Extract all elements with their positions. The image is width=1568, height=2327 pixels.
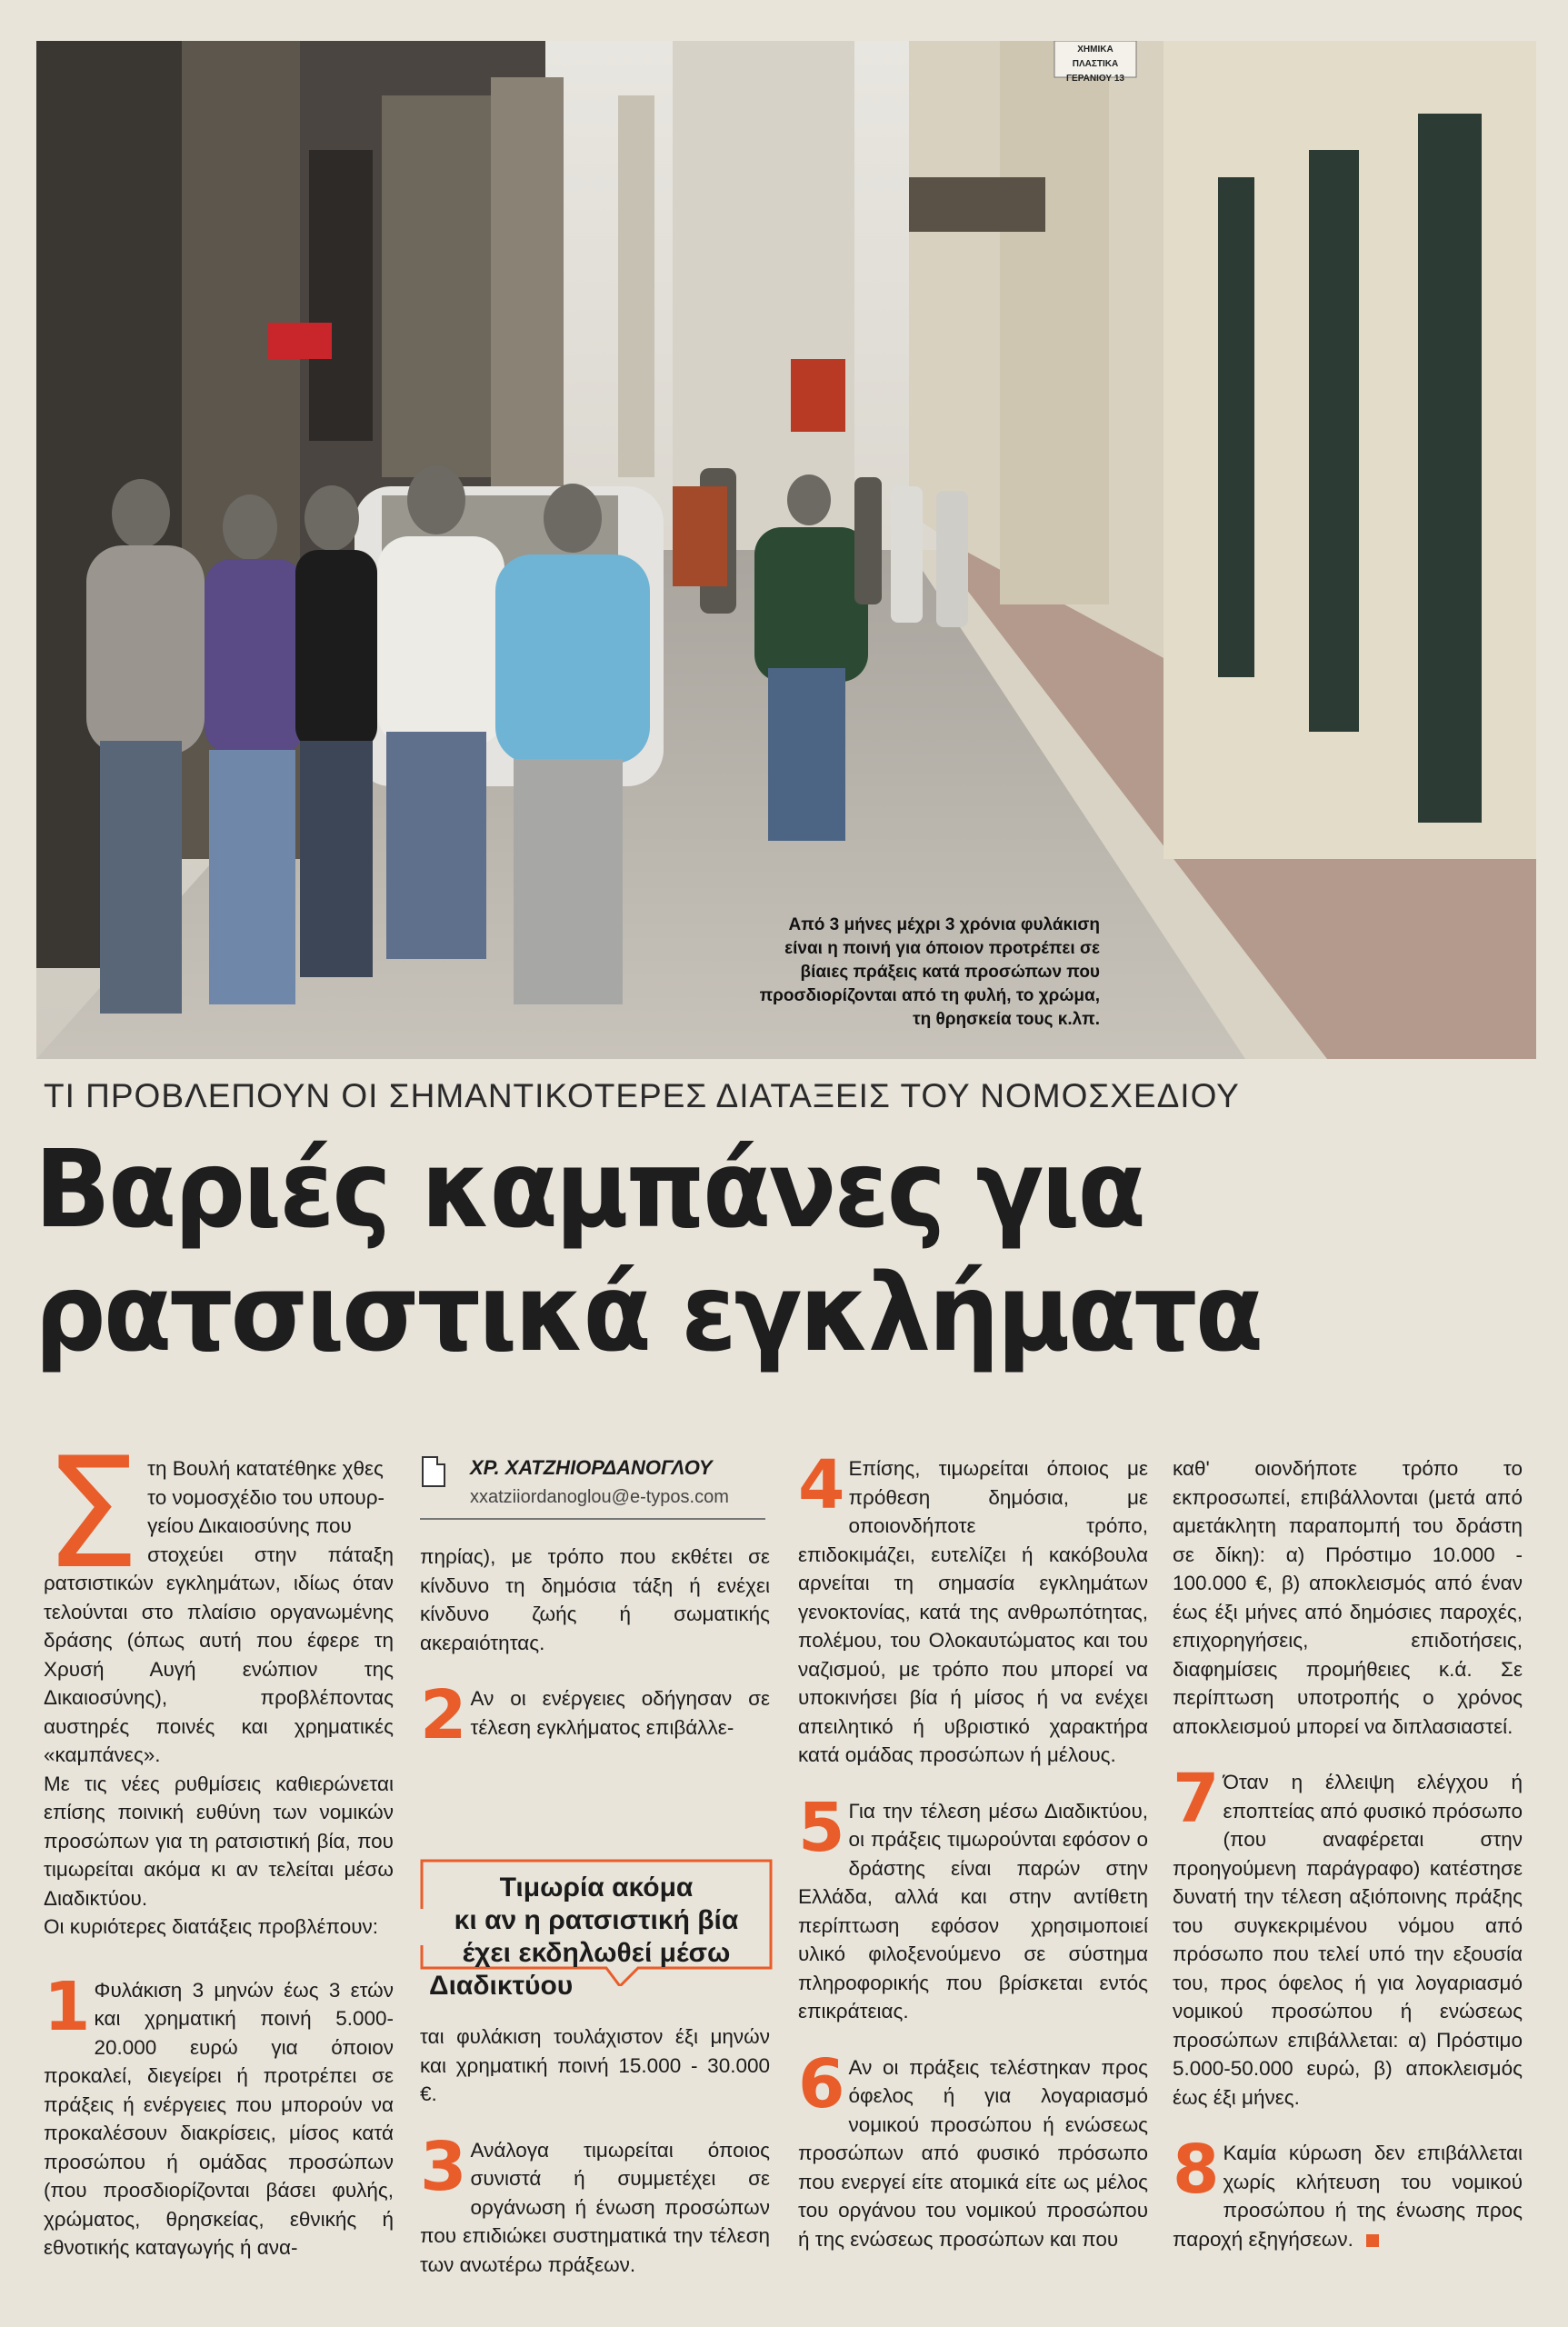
column-2 [420, 1543, 770, 1754]
author-name: ΧΡ. ΧΑΤΖΗΙΟΡΔΑΝΟΓΛΟΥ [470, 1456, 713, 1479]
column-3 [798, 1446, 1148, 2253]
item-2-continued: ται φυλάκιση τουλάχιστον έξι μηνών και χρηματική ποινή 15.000 - 30.000 €. [420, 2025, 770, 2105]
item-6-continued: καθ' οιονδήποτε τρόπο το εκπροσωπεί, επιβάλλονται (μετά από αμετάκλητη παραπομπή του δράστη σε δίκη): α) Πρόστιμο 10.000 - 100.000 €, β) αποκλεισμός από έναν έως έξι μήνες από δημόσιες παροχές, επιχορηγήσεις, επιδοτήσεις, διαφημίσεις προμήθειες κ.ά. Σε περίπτωση υποτροπής ο χρόνος αποκλεισμού μπορεί να διπλασιαστεί. [1173, 1457, 1523, 1738]
pull-quote [420, 1859, 773, 2001]
item-number: 4 [798, 1446, 845, 1524]
item-7 [1173, 1760, 1523, 2112]
column-1 [44, 1424, 394, 2262]
headline-line: Βαριές καμπάνες για [35, 1126, 1144, 1252]
item-1-continued: πηρίας), με τρόπο που εκθέτει σε κίνδυνο τη δημόσια τάξη ή ενέχει κίνδυνο ζωής ή σωματικής ακεραιότητας. [420, 1545, 770, 1654]
item-text: Όταν η έλλειψη ελέγχου ή εποπτείας από φυσικό πρόσωπο (που αναφέρεται στην προηγούμενη παράγραφο) κατέστησε δυνατή την τέλεση αξιόποινης πράξης του συγκεκριμένου νόμου από πρόσωπο που τελεί υπό την εξουσία του, προς όφελος ή για λογαριασμό νομικού προσώπου ή ενώσεως προσώπων επιβάλλεται: α) Πρόστιμο 5.000-50.000 ευρώ, β) αποκλεισμός έως έξι μήνες. [1173, 1771, 1523, 2109]
item-4 [798, 1446, 1148, 1770]
item-text: Για την τέλεση μέσω Διαδικτύου, οι πράξεις τιμωρούνται εφόσον ο δράστης είναι παρών στην Ελλάδα, αλλά και στην αντίθετη περίπτωση εφόσον χρησιμοποιεί υλικό φιλοξενούμενο σε σύστημα πληροφορικής που βρίσκεται εντός επικράτειας. [798, 1799, 1148, 2022]
column-4 [1173, 1454, 1523, 2253]
end-mark-icon [1366, 2234, 1379, 2247]
intro-paragraph [44, 1424, 394, 1770]
caption-line: τη θρησκεία τους κ.λπ. [913, 1010, 1100, 1029]
photo-caption [718, 914, 1100, 1032]
drop-cap: Σ [44, 1424, 141, 1603]
caption-line: είναι η ποινή για όποιον προτρέπει σε [784, 939, 1100, 958]
intro-body-2: Με τις νέες ρυθμίσεις καθιερώνεται επίσης ποινική ευθύνη των νομικών προσώπων για τη ρατσιστική βία, που τιμωρείται ακόμα κι αν τελείται μέσω Διαδικτύου. [44, 1772, 394, 1910]
document-icon [422, 1456, 445, 1487]
item-text: Επίσης, τιμωρείται όποιος με πρόθεση δημόσια, με οποιονδήποτε τρόπο, επιδοκιμάζει, ευτελίζει ή κακόβουλα αρνείται τη σημασία εγκλημάτων γενοκτονίας, κατά της ανθρωπότητας, πολέμου, του Ολοκαυτώματος και του ναζισμού, με τρόπο που μπορεί να υποκινήσει βία ή μίσος ή να ενέχει απειλητικό ή υβριστικό χαρακτήρα κατά ομάδας προσώπων ή μέλους. [798, 1457, 1148, 1766]
intro-body: στοχεύει στην πάταξη ρατσιστικών εγκλημάτων, ιδίως όταν τελούνται στο πλαίσιο οργανωμένης δράσης (όπως αυτή που έφερε τη Χρυσή Αυγή ενώπιον της Δικαιοσύνης), προβλέποντας αυστηρές ποινές και χρηματικές «καμπάνες». [44, 1543, 394, 1766]
item-5 [798, 1788, 1148, 2026]
street-scene-illustration [36, 41, 1536, 1059]
pull-quote-line: κι αν η ρατσιστική βία [454, 1905, 739, 1935]
shop-sign-line: ΧΗΜΙΚΑ ΠΛΑΣΤΙΚΑ [1072, 45, 1119, 69]
pull-quote-text [420, 1872, 773, 2002]
caption-line: βίαιες πράξεις κατά προσώπων που [800, 963, 1100, 982]
item-text: Αν οι πράξεις τελέστηκαν προς όφελος ή για λογαριασμό νομικού προσώπου ή ενώσεως προσώπων από φυσικό πρόσωπο που ενεργεί είτε ατομικά είτε ως μέλος του οργάνου του νομικού προσώπου ή της ενώσεως προσώπων και που [798, 2055, 1148, 2251]
caption-line: προσδιορίζονται από τη φυλή, το χρώμα, [759, 986, 1100, 1005]
intro-body-3: Οι κυριότερες διατάξεις προβλέπουν: [44, 1915, 379, 1938]
street-photo [36, 41, 1536, 1059]
item-number: 7 [1173, 1760, 1220, 1838]
headline [35, 1127, 1421, 1374]
item-number: 6 [798, 2044, 845, 2123]
item-text: Καμία κύρωση δεν επιβάλλεται χωρίς κλήτευση του νομικού προσώπου ή της ένωσης προς παροχή εξηγήσεων. [1173, 2142, 1523, 2251]
item-1 [44, 1967, 394, 2262]
item-text: Φυλάκιση 3 μηνών έως 3 ετών και χρηματική ποινή 5.000-20.000 ευρώ για όποιον προκαλεί, διεγείρει ή προτρέπει σε πράξεις ή ενέργειες που μπορούν να προκαλέσουν διακρίσεις, μίσος κατά προσώπου ή ομάδας προσώπων (που προσδιορίζονται βάσει φυλής, χρώματος, θρησκείας, εθνικής ή εθνοτικής καταγωγής ή ανα- [44, 1978, 394, 2259]
lead-line: γείου Δικαιοσύνης που [147, 1514, 352, 1537]
item-number: 1 [44, 1967, 91, 2046]
item-text: Αν οι ενέργειες οδήγησαν σε τέλεση εγκλήματος επιβάλλε- [470, 1687, 770, 1739]
column-2-bottom [420, 2022, 770, 2279]
lead-line: τη Βουλή κατατέθηκε χθες [147, 1457, 384, 1480]
item-number: 8 [1173, 2131, 1220, 2209]
caption-line: Από 3 μήνες μέχρι 3 χρόνια φυλάκιση [788, 915, 1100, 934]
item-text: Ανάλογα τιμωρείται όποιος συνιστά ή συμμετέχει σε οργάνωση ή ένωση προσώπων που επιδιώκει συστηματικά την τέλεση των ανωτέρω πράξεων. [420, 2138, 770, 2276]
item-8 [1173, 2131, 1523, 2253]
shop-sign [1056, 43, 1134, 86]
kicker: ΤΙ ΠΡΟΒΛΕΠΟΥΝ ΟΙ ΣΗΜΑΝΤΙΚΟΤΕΡΕΣ ΔΙΑΤΑΞΕΙΣ ΤΟΥ ΝΟΜΟΣΧΕΔΙΟΥ [44, 1077, 1240, 1114]
pull-quote-line: Διαδικτύου [429, 1971, 574, 2001]
headline-line: ρατσιστικά εγκλήματα [35, 1250, 1262, 1375]
item-number: 3 [420, 2127, 467, 2206]
pull-quote-line: έχει εκδηλωθεί μέσω [462, 1938, 731, 1968]
author-email[interactable]: xxatziiordanoglou@e-typos.com [470, 1487, 729, 1507]
shop-sign-line: ΓΕΡΑΝΙΟΥ 13 [1066, 74, 1124, 84]
item-number: 2 [420, 1676, 467, 1754]
item-number: 5 [798, 1788, 845, 1867]
lead-line: το νομοσχέδιο του υπουρ- [147, 1485, 385, 1509]
item-2 [420, 1676, 770, 1754]
byline [420, 1454, 765, 1520]
item-3 [420, 2127, 770, 2280]
pull-quote-line: Τιμωρία ακόμα [499, 1873, 694, 1903]
item-6 [798, 2044, 1148, 2254]
